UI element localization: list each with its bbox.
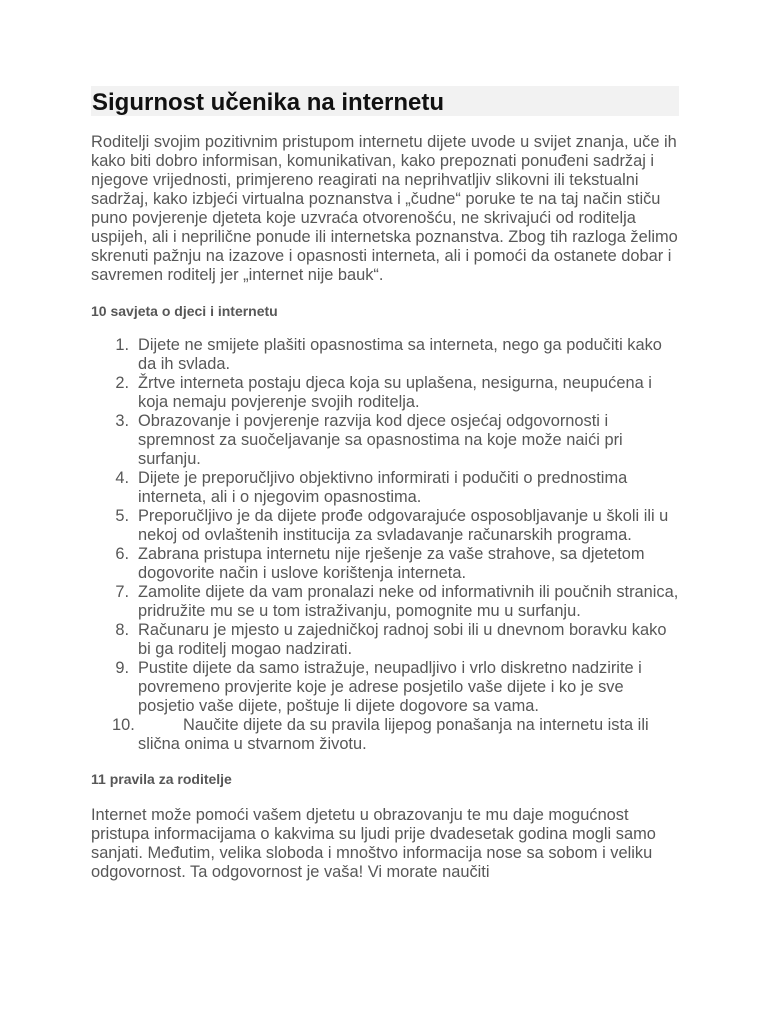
list-item-number: 6. <box>115 545 129 563</box>
list-item-number: 1. <box>115 336 129 354</box>
list-item-number: 8. <box>115 621 129 639</box>
document-page <box>91 86 679 882</box>
list-item-number: 4. <box>115 469 129 487</box>
list-item-number: 7. <box>115 583 129 601</box>
list-item-number: 3. <box>115 412 129 430</box>
list-item-text: Računaru je mjesto u zajedničkoj radnoj sobi ili u dnevnom boravku kako bi ga roditelj mogao nadzirati. <box>138 621 667 658</box>
list-item-number: 10. <box>112 716 135 734</box>
page-title: Sigurnost učenika na internetu <box>91 86 679 116</box>
list-item <box>91 716 679 754</box>
list-item <box>91 545 679 583</box>
tips-heading: 10 savjeta o djeci i internetu <box>91 303 278 319</box>
list-item-text: Obrazovanje i povjerenje razvija kod djece osjećaj odgovornosti i spremnost za suočeljavanje sa opasnostima na koje može naići pri surfanju. <box>138 412 623 468</box>
list-item <box>91 659 679 716</box>
list-item-number: 5. <box>115 507 129 525</box>
list-item-number: 2. <box>115 374 129 392</box>
list-item-number: 9. <box>115 659 129 677</box>
list-item-text: Preporučljivo je da dijete prođe odgovarajuće osposobljavanje u školi ili u nekoj od ovlaštenih institucija za svladavanje računarskih programa. <box>138 507 669 544</box>
list-item <box>91 621 679 659</box>
list-item <box>91 469 679 507</box>
list-item <box>91 336 679 374</box>
rules-intro-paragraph: Internet može pomoći vašem djetetu u obrazovanju te mu daje mogućnost pristupa informacijama o kakvima su ljudi prije dvadesetak godina mogli samo sanjati. Međutim, velika sloboda i mnoštvo informacija nose sa sobom i veliku odgovornost. Ta odgovornost je vaša! Vi morate naučiti <box>91 806 656 881</box>
list-item-text: Pustite dijete da samo istražuje, neupadljivo i vrlo diskretno nadzirite i povremeno provjerite koje je adrese posjetilo vaše dijete i ko je sve posjetio vaše dijete, poštuje li dijete dogovore sa vama. <box>138 659 642 715</box>
list-item-text: Dijete je preporučljivo objektivno informirati i podučiti o prednostima interneta, ali i o njegovim opasnostima. <box>138 469 628 506</box>
list-item-text: Žrtve interneta postaju djeca koja su uplašena, nesigurna, neupućena i koja nemaju povjerenje svojih roditelja. <box>138 374 652 411</box>
list-item <box>91 412 679 469</box>
list-item-text: Zamolite dijete da vam pronalazi neke od informativnih ili poučnih stranica, pridružite mu se u tom istraživanju, pomognite mu u surfanju. <box>138 583 679 620</box>
tips-list <box>91 336 679 754</box>
list-item-text: Dijete ne smijete plašiti opasnostima sa interneta, nego ga podučiti kako da ih svlada. <box>138 336 662 373</box>
list-item <box>91 507 679 545</box>
list-item <box>91 583 679 621</box>
list-item <box>91 374 679 412</box>
list-item-text: Zabrana pristupa internetu nije rješenje za vaše strahove, sa djetetom dogovorite način i uslove korištenja interneta. <box>138 545 645 582</box>
list-item-text: Naučite dijete da su pravila lijepog ponašanja na internetu ista ili slična onima u stvarnom životu. <box>138 716 649 753</box>
intro-paragraph: Roditelji svojim pozitivnim pristupom internetu dijete uvode u svijet znanja, uče ih kako biti dobro informisan, komunikativan, kako prepoznati ponuđeni sadržaj i njegove vrijednosti, primjereno reagirati na neprihvatljiv slikovni ili tekstualni sadržaj, kako izbjeći virtualna poznanstva i „čudne“ poruke te na taj način stiču puno povjerenje djeteta koje uzvraća otvorenošću, ne skrivajući od roditelja uspijeh, ali i neprilične ponude ili internetska poznanstva. Zbog tih razloga želimo skrenuti pažnju na izazove i opasnosti interneta, ali i pomoći da ostanete dobar i savremen roditelj jer „internet nije bauk“. <box>91 133 678 284</box>
rules-heading: 11 pravila za roditelje <box>91 771 232 787</box>
